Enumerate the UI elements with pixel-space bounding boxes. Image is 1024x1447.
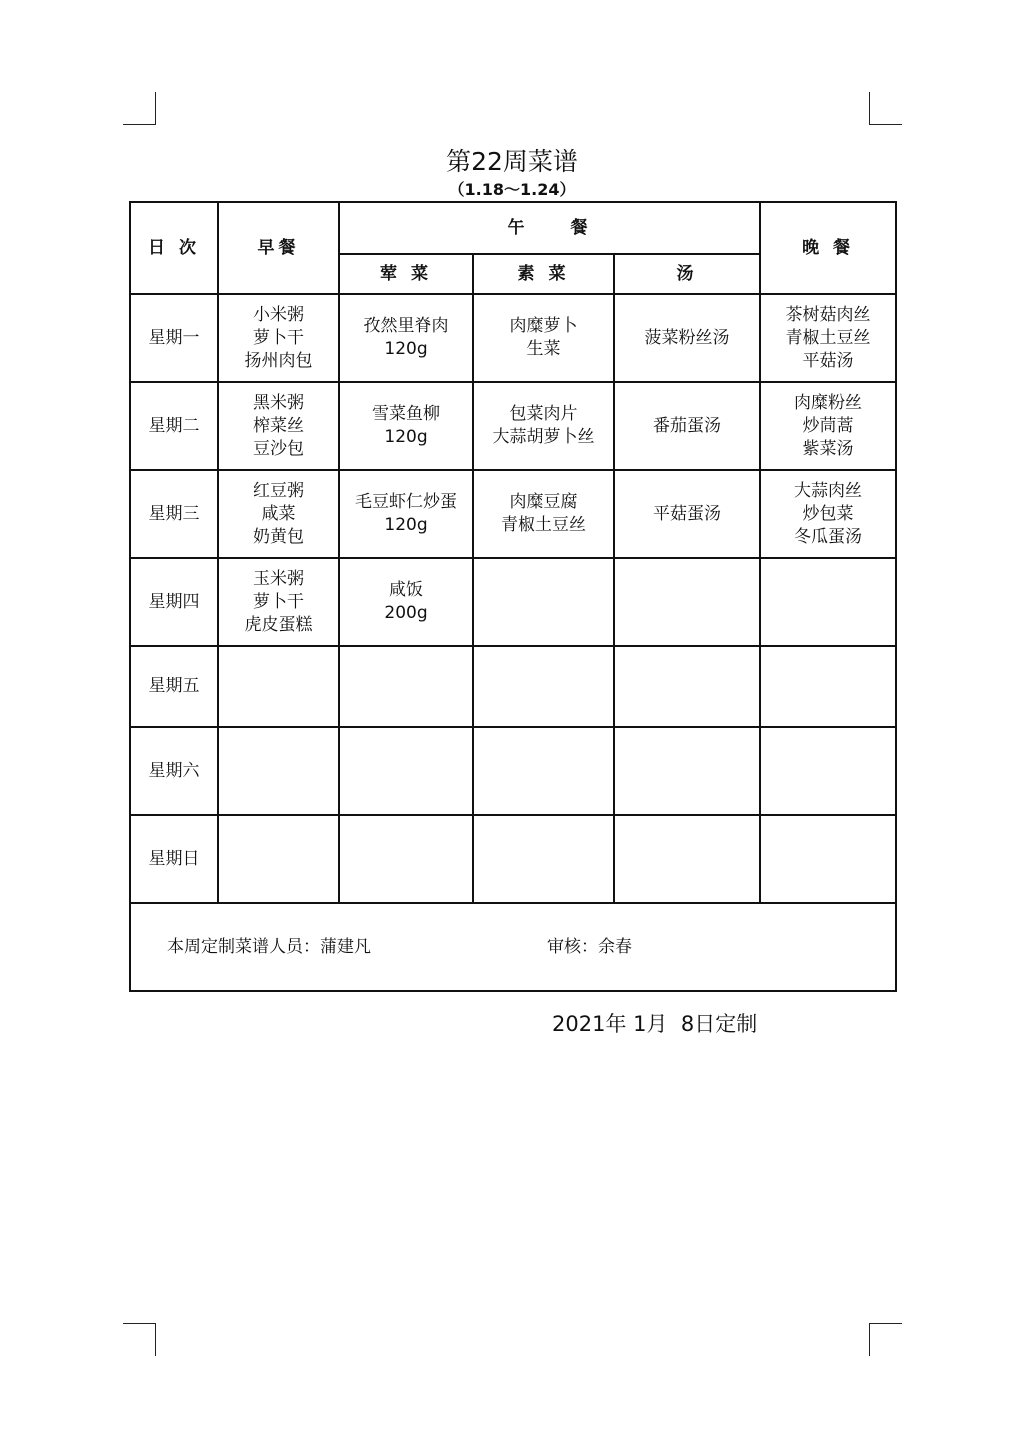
date-range: （1.18～1.24） [448, 180, 576, 199]
day-row [130, 815, 896, 903]
dinner-cell [760, 815, 896, 903]
dish-item: 大蒜肉丝 [794, 480, 863, 501]
header-day: 日 次 [130, 202, 218, 294]
dish-item: 炒包菜 [802, 503, 854, 524]
header-soup: 汤 [614, 254, 760, 294]
dish-item: 奶黄包 [253, 526, 304, 547]
dish-item: 200g [384, 603, 428, 623]
dish-item: 萝卜干 [253, 591, 304, 612]
dish-item: 紫菜汤 [802, 438, 854, 459]
header-lunch: 午 餐 [339, 202, 760, 254]
dish-item: 毛豆虾仁炒蛋 [355, 492, 457, 512]
dish-item: 虎皮蛋糕 [244, 614, 313, 635]
day-cell: 星期日 [130, 815, 218, 903]
dinner-cell [760, 382, 896, 470]
dish-item: 青椒土豆丝 [785, 327, 871, 348]
veg-cell [473, 727, 614, 815]
crop-mark-top-right [869, 92, 902, 125]
veg-cell [473, 558, 614, 646]
dish-item: 番茄蛋汤 [653, 415, 722, 436]
day-cell: 星期二 [130, 382, 218, 470]
soup-cell [614, 382, 760, 470]
dish-item: 萝卜干 [253, 327, 304, 348]
header-row [130, 202, 896, 254]
dish-item: 平菇汤 [802, 350, 854, 371]
dinner-cell [760, 294, 896, 382]
crop-mark-bottom-right [869, 1323, 902, 1356]
dinner-cell [760, 470, 896, 558]
soup-cell [614, 815, 760, 903]
dish-item: 炒茼蒿 [802, 415, 854, 436]
day-row [130, 470, 896, 558]
soup-cell [614, 558, 760, 646]
meat-cell [339, 470, 473, 558]
soup-cell [614, 294, 760, 382]
day-cell: 星期五 [130, 646, 218, 727]
day-cell: 星期四 [130, 558, 218, 646]
breakfast-cell [218, 294, 339, 382]
veg-cell [473, 382, 614, 470]
menu-body [130, 294, 896, 903]
header-dinner: 晚 餐 [760, 202, 896, 294]
dish-item: 咸饭 [389, 580, 423, 600]
dish-item: 生菜 [526, 339, 561, 359]
dish-item: 肉糜萝卜 [509, 316, 578, 336]
dinner-cell [760, 646, 896, 727]
header-veg: 素 菜 [473, 254, 614, 294]
dish-item: 雪菜鱼柳 [372, 404, 440, 424]
page-title: 第22周菜谱 [446, 147, 578, 176]
day-row [130, 294, 896, 382]
veg-cell [473, 294, 614, 382]
dish-item: 包菜肉片 [509, 404, 578, 424]
breakfast-cell [218, 558, 339, 646]
meat-cell [339, 646, 473, 727]
made-date: 2021年 1月 8日定制 [552, 1012, 758, 1036]
header-meat: 荤 菜 [339, 254, 473, 294]
dish-item: 青椒土豆丝 [501, 515, 586, 535]
soup-cell [614, 727, 760, 815]
dish-item: 冬瓜蛋汤 [794, 526, 863, 547]
dish-item: 茶树菇肉丝 [785, 304, 871, 325]
menu-table [129, 201, 897, 992]
footer-cell [130, 903, 896, 991]
day-cell: 星期一 [130, 294, 218, 382]
dish-item: 孜然里脊肉 [363, 316, 449, 336]
dish-item: 咸菜 [261, 503, 296, 524]
day-row [130, 558, 896, 646]
breakfast-cell [218, 646, 339, 727]
day-cell: 星期六 [130, 727, 218, 815]
dish-item: 120g [384, 515, 428, 535]
veg-cell [473, 646, 614, 727]
dish-item: 黑米粥 [253, 392, 304, 413]
meat-cell [339, 815, 473, 903]
soup-cell [614, 646, 760, 727]
header-breakfast: 早餐 [218, 202, 339, 294]
meat-cell [339, 558, 473, 646]
veg-cell [473, 470, 614, 558]
dish-item: 豆沙包 [253, 438, 304, 459]
dish-item: 120g [384, 427, 428, 447]
day-row [130, 727, 896, 815]
menu-maker: 本周定制菜谱人员：蒲建凡 [167, 936, 371, 957]
dish-item: 肉糜豆腐 [509, 492, 578, 512]
dish-item: 肉糜粉丝 [794, 392, 863, 413]
footer-row [130, 903, 896, 991]
breakfast-cell [218, 470, 339, 558]
dish-item: 平菇蛋汤 [653, 503, 722, 524]
dish-item: 菠菜粉丝汤 [644, 327, 730, 348]
dinner-cell [760, 727, 896, 815]
crop-mark-top-left [123, 92, 156, 125]
veg-cell [473, 815, 614, 903]
menu-reviewer: 审核：余春 [547, 936, 632, 957]
meat-cell [339, 294, 473, 382]
dish-item: 小米粥 [253, 304, 304, 325]
dish-item: 扬州肉包 [244, 350, 313, 371]
dinner-cell [760, 558, 896, 646]
breakfast-cell [218, 815, 339, 903]
day-row [130, 646, 896, 727]
day-cell: 星期三 [130, 470, 218, 558]
dish-item: 红豆粥 [253, 480, 304, 501]
breakfast-cell [218, 727, 339, 815]
meat-cell [339, 727, 473, 815]
dish-item: 120g [384, 339, 428, 359]
dish-item: 玉米粥 [253, 568, 304, 589]
crop-mark-bottom-left [123, 1323, 156, 1356]
day-row [130, 382, 896, 470]
dish-item: 大蒜胡萝卜丝 [492, 427, 595, 447]
dish-item: 榨菜丝 [253, 415, 304, 436]
soup-cell [614, 470, 760, 558]
meat-cell [339, 382, 473, 470]
breakfast-cell [218, 382, 339, 470]
